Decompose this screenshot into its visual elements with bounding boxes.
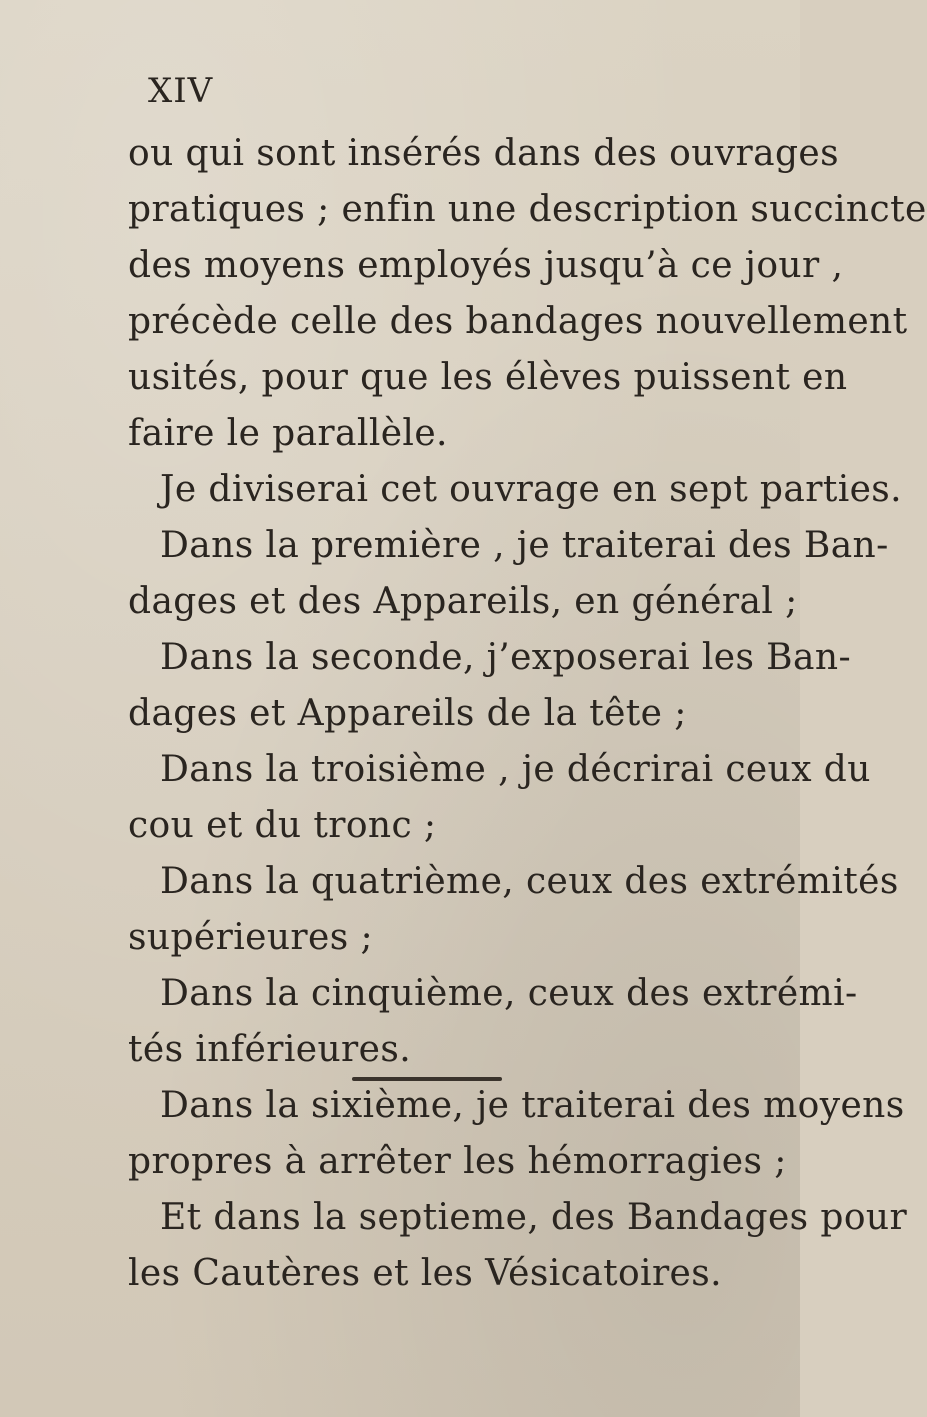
text-line: tés inférieures. <box>128 1029 412 1070</box>
paragraph-start-line: Dans la quatrième, ceux des extrémités <box>160 861 899 902</box>
text-line: dages et des Appareils, en général ; <box>128 581 798 622</box>
text-line: pratiques ; enfin une description succincte <box>128 189 927 230</box>
text-line: précède celle des bandages nouvellement <box>128 301 908 342</box>
paragraph-start-line: Dans la seconde, j’exposerai les Ban- <box>160 637 852 678</box>
text-line: propres à arrêter les hémorragies ; <box>128 1141 787 1182</box>
paragraph-start-line: Dans la troisième , je décrirai ceux du <box>160 749 871 790</box>
text-line: supérieures ; <box>128 917 373 958</box>
text-line: faire le parallèle. <box>128 413 448 454</box>
paragraph-start-line: Et dans la septieme, des Bandages pour <box>160 1197 908 1238</box>
text-line: usités, pour que les élèves puissent en <box>128 357 848 398</box>
paragraph-start-line: Je diviserai cet ouvrage en sept parties. <box>160 469 903 510</box>
text-line: dages et Appareils de la tête ; <box>128 693 687 734</box>
page-number: XIV <box>148 71 214 111</box>
body-text <box>128 126 927 1302</box>
paragraph-start-line: Dans la première , je traiterai des Ban- <box>160 525 889 566</box>
text-line: ou qui sont insérés dans des ouvrages <box>128 133 840 174</box>
paragraph-start-line: Dans la cinquième, ceux des extrémi- <box>160 973 858 1014</box>
text-line: des moyens employés jusqu’à ce jour , <box>128 245 844 286</box>
paragraph-start-line: Dans la sixième, je traiterai des moyens <box>160 1085 905 1126</box>
text-line: cou et du tronc ; <box>128 805 437 846</box>
end-rule <box>352 1077 502 1081</box>
text-line: les Cautères et les Vésicatoires. <box>128 1253 722 1294</box>
